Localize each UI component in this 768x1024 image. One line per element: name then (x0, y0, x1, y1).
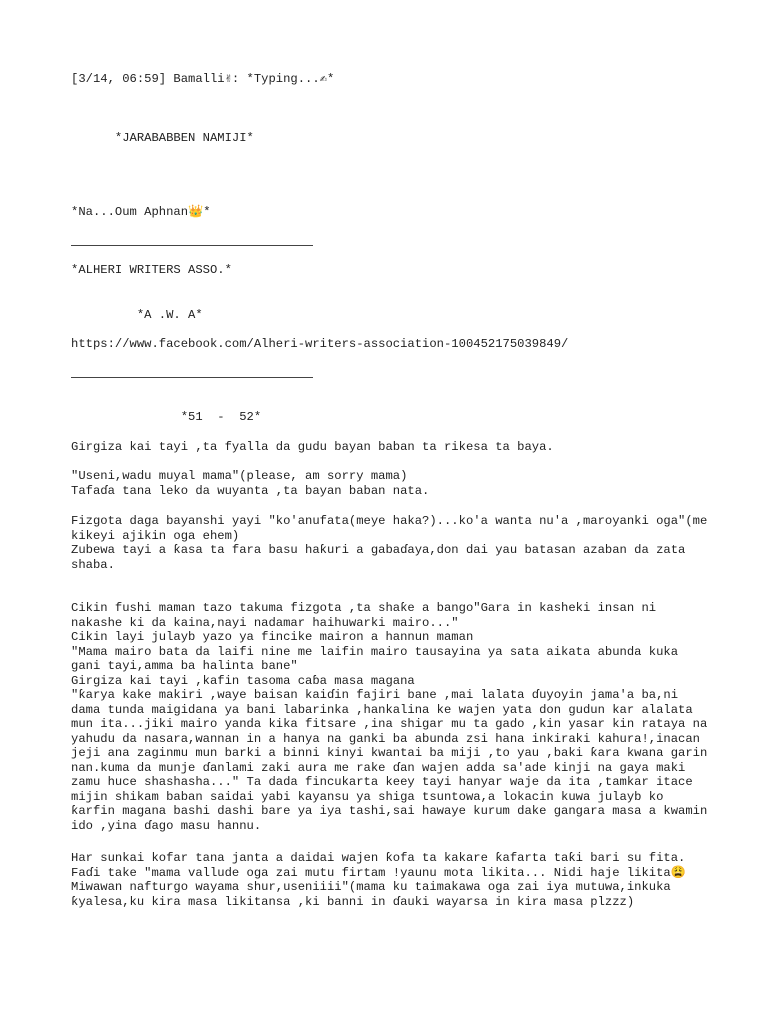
paragraph-3: Fizgota daga bayanshi yayi "ko'anufata(meye haka?)...ko'a wanta nu'a ,maroyanki oga"(me kikeyi ajikin oga ehem) Zubewa tayi a ƙasa ta fara basu haƙuri a gabaɗaya,don dai yau batasan azaban da zata shaba. (71, 514, 708, 572)
message-header-line: [3/14, 06:59] Bamalli✌: *Typing...✍* (71, 72, 335, 86)
paragraph-2: "Useni,wadu muyal mama"(please, am sorry mama) Tafaɗa tana leko da wuyanta ,ta bayan baban nata. (71, 469, 430, 498)
story-title: *JARABABBEN NAMIJI* (71, 131, 254, 145)
paragraph-4: Cikin fushi maman tazo takuma fizgota ,ta shaƙe a bango"Gara in kasheki insan ni nakashe ki da kaina,nayi nadamar haihuwarki mairo..." Cikin layi julayb yazo ya fincike mairon a hannun maman "Mama mairo bata da laifi nine me laifin mairo tausayina ya sata aikata abunda kuka gani tayi,amma ba halinta bane" Girgiza kai tayi ,kafin tasoma caɓa masa magana "ƙarya kake makiri ,waye baisan kaiɗin fajiri bane ,mai lalata ɗuyoyin jama'a ba,ni dama tunda maigidana ya bani labarinka ,hankalina ke wajen yata don gudun kar alalata mun ita...jiki mairo yanda kika fitsare ,ina shigar mu ta gado ,kin yasar kin rataya na yahudu da nasara,wannan in a hanya na ganki ba abunda zsi hana inkiraki kahura!,inacan jeji ana zaginmu mun barki a binni kinyi kwantai ba miji ,to yau ,baki ƙara kwana garin nan.kuma da munje ɗanlami zaki aura me rake ɗan wajen adda sa'ade kinji na gaya maki zamu huce shashasha..." Ta dada fincukarta keey tayi hanyar waje da ita ,tamkar itace mijin shikam baban saidai yabi kayansu ya shiga tsuntowa,a lokacin kuwa julayb ko ƙarfin magana bashi dashi bare ya iya tashi,sai hawaye kurum dake gangara masa a kwamin ido ,yina ɗago masu hannu. (71, 601, 708, 833)
association-name: *ALHERI WRITERS ASSO.* (71, 263, 232, 277)
divider-rule-bottom (71, 377, 313, 378)
chapter-number: *51 - 52* (71, 410, 262, 424)
paragraph-1: Girgiza kai tayi ,ta fyalla da gudu bayan baban ta rikesa ta baya. (71, 440, 554, 454)
association-acronym: *A .W. A* (71, 308, 203, 322)
divider-rule-top (71, 245, 313, 246)
author-line: *Na...Oum Aphnan👑* (71, 205, 211, 219)
paragraph-5: Har sunkai kofar tana janta a daidai wajen ƙofa ta kakare ƙafarta taƙi bari su fita. Faɗi take "mama vallude oga zai mutu firtam !yaunu mota likita... Nidi haje likita😩 Miwawan nafturgo wayama shur,useniiii"(mama ku taimakawa oga zai iya mutuwa,inkuka ƙyalesa,ku kira masa likitansa ,ki banni in ɗauki wayarsa in kira masa plzzz) (71, 851, 686, 909)
facebook-url: https://www.facebook.com/Alheri-writers-association-100452175039849/ (71, 337, 569, 351)
